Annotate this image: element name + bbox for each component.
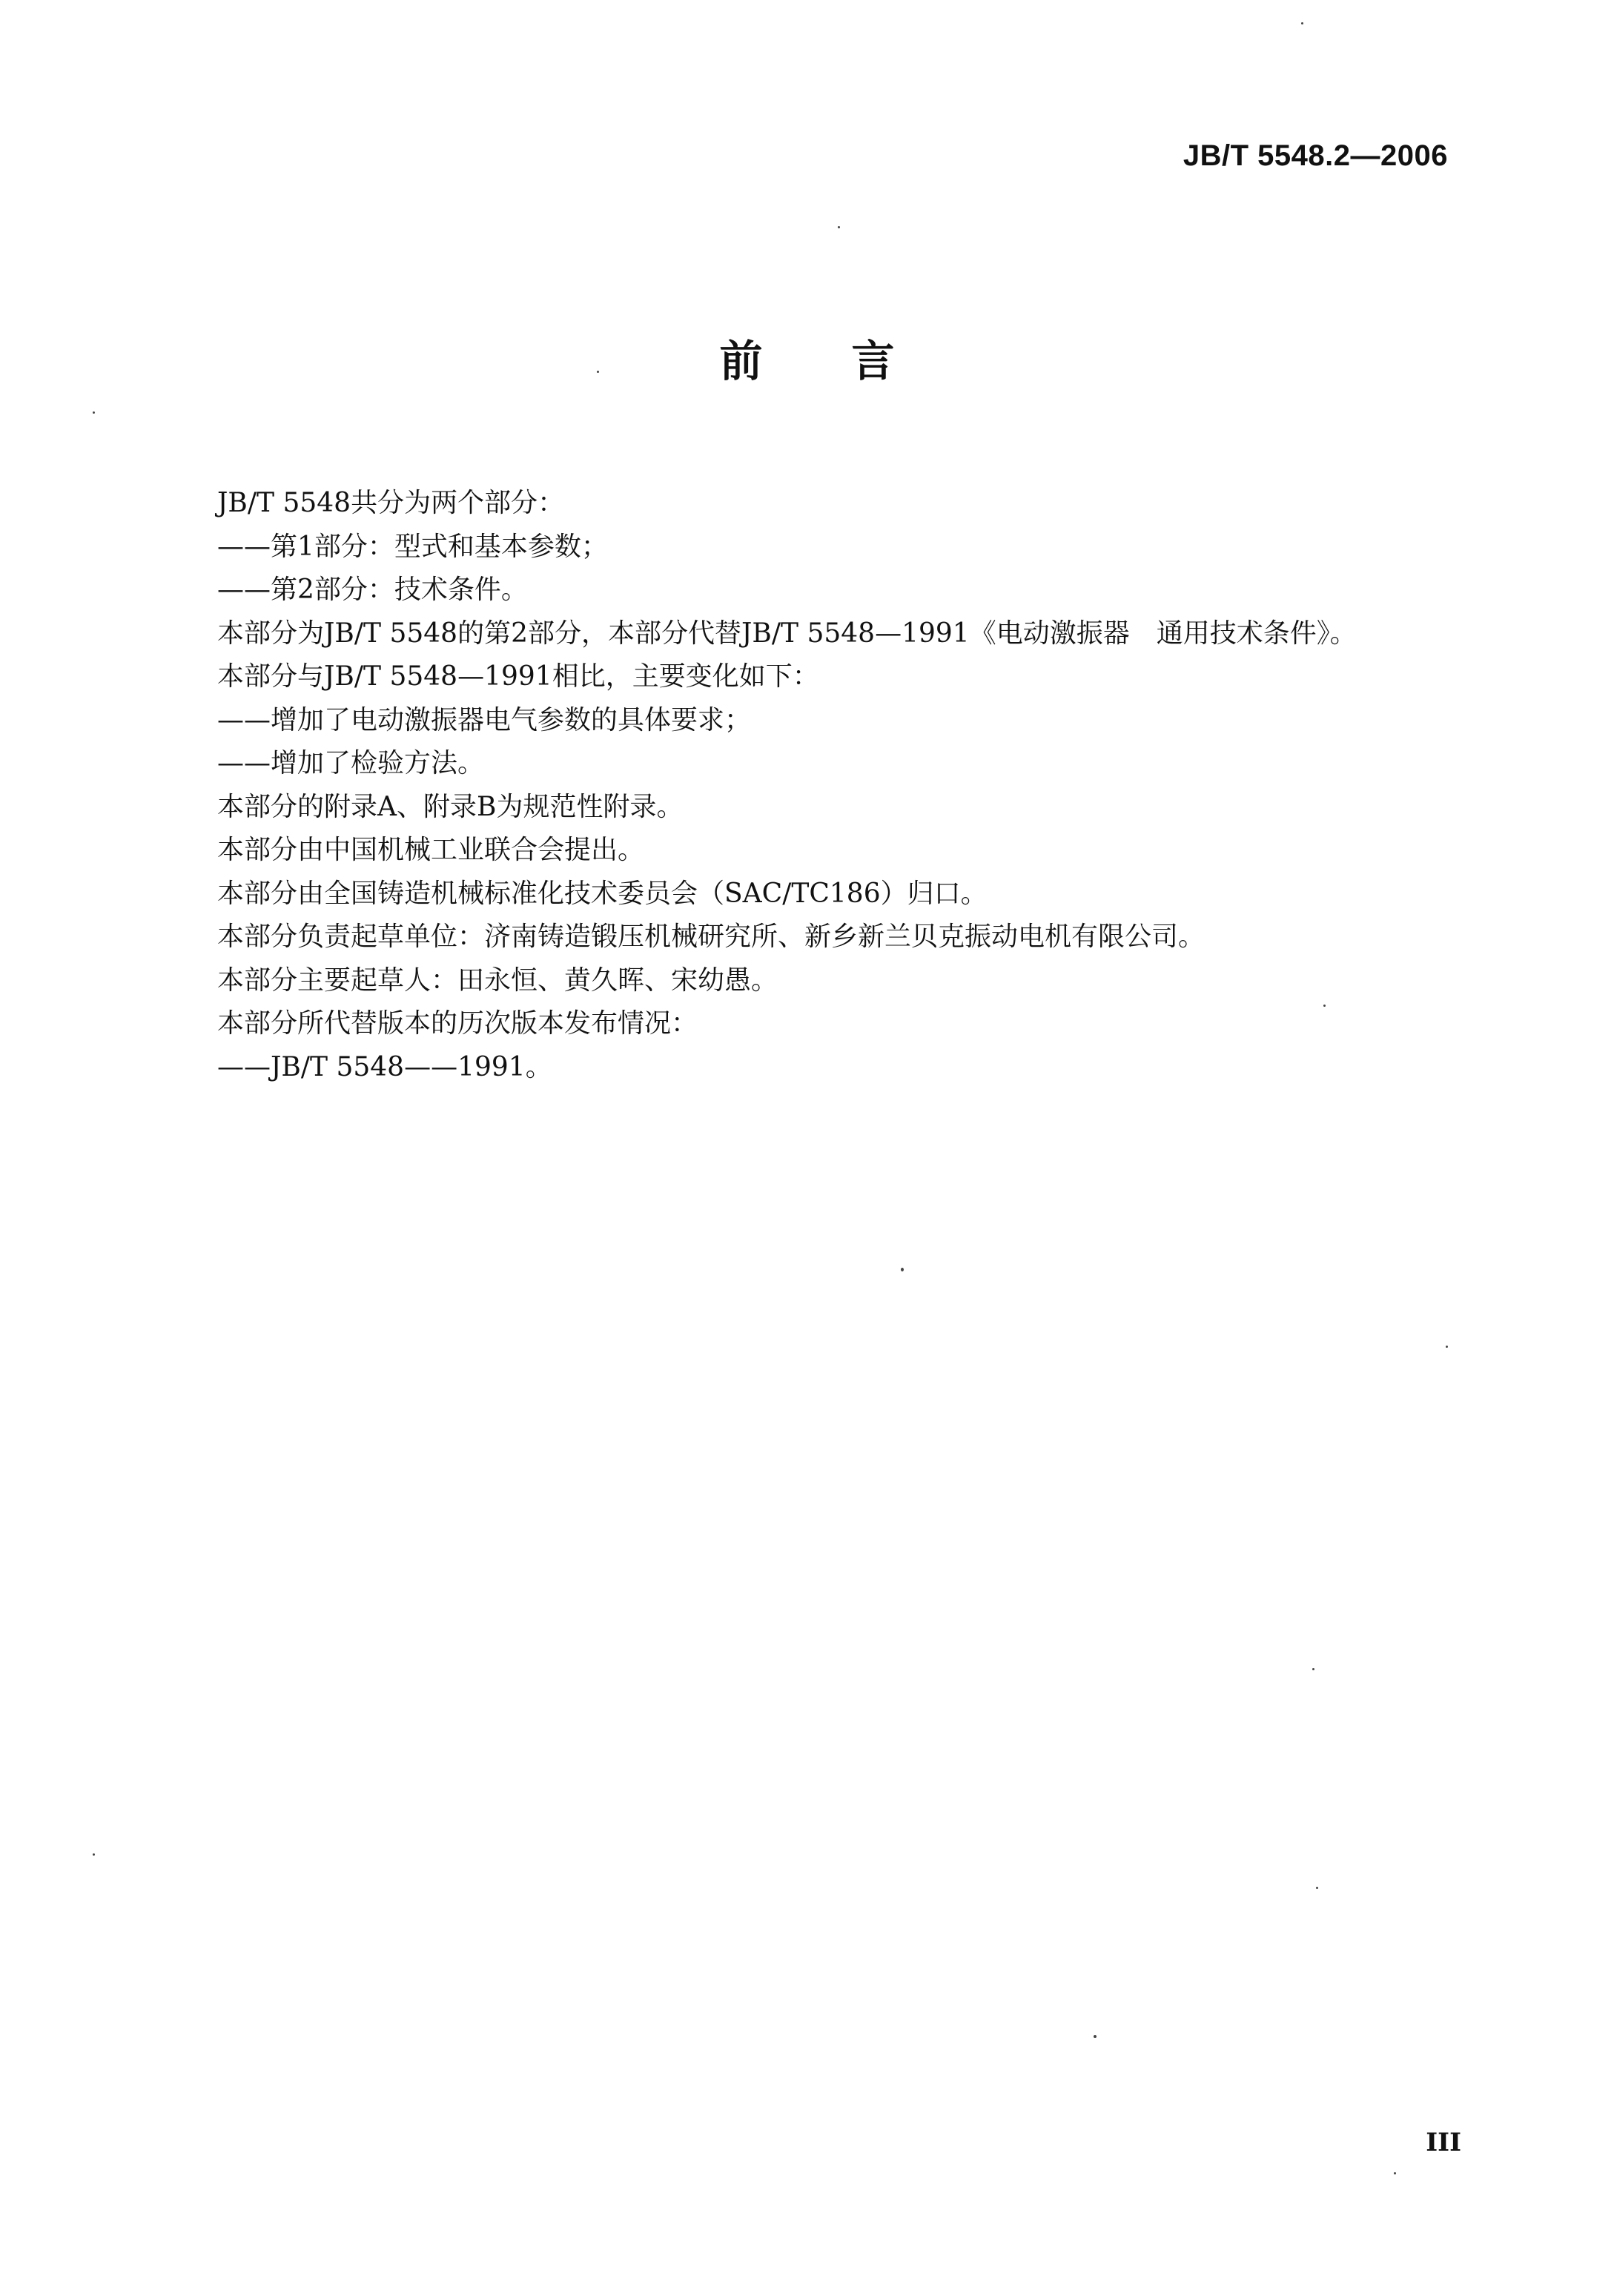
scan-speck [597,371,599,373]
foreword-body [217,482,1478,1089]
body-line: 本部分由全国铸造机械标准化技术委员会（SAC/TC186）归口。 [217,878,988,909]
body-line: 本部分负责起草单位：济南铸造锻压机械研究所、新乡新兰贝克振动电机有限公司。 [217,922,1205,952]
body-line: 本部分的附录A、附录B为规范性附录。 [217,791,684,822]
scan-speck [93,1853,95,1856]
standard-code: JB/T 5548.2—2006 [1183,139,1448,172]
page-number: III [1426,2128,1461,2157]
body-line: 本部分为JB/T 5548的第2部分，本部分代替JB/T 5548—1991《电动激振器 通用技术条件》。 [217,618,1357,649]
body-line: 本部分主要起草人：田永恒、黄久晖、宋幼愚。 [217,965,778,996]
scan-speck [1301,22,1303,24]
body-line: JB/T 5548共分为两个部分： [217,488,565,518]
page-title: 前言 [719,336,984,386]
scan-speck [1394,2172,1396,2174]
body-line: 本部分与JB/T 5548—1991相比，主要变化如下： [217,661,819,692]
body-line: ——第2部分：技术条件。 [217,575,528,605]
scan-speck [1323,1005,1326,1007]
body-line: ——第1部分：型式和基本参数； [217,531,608,562]
scan-speck [93,411,95,414]
body-line: ——JB/T 5548——1991。 [217,1051,552,1082]
scan-speck [1446,1346,1448,1348]
body-line: ——增加了电动激振器电气参数的具体要求； [217,704,752,735]
scan-speck [901,1268,904,1271]
body-line: ——增加了检验方法。 [217,748,485,778]
body-line: 本部分所代替版本的历次版本发布情况： [217,1008,698,1039]
body-line: 本部分由中国机械工业联合会提出。 [217,835,645,865]
scan-speck [1312,1668,1314,1670]
scan-speck [1094,2035,1097,2038]
scan-speck [1316,1887,1318,1889]
scan-speck [838,226,840,228]
